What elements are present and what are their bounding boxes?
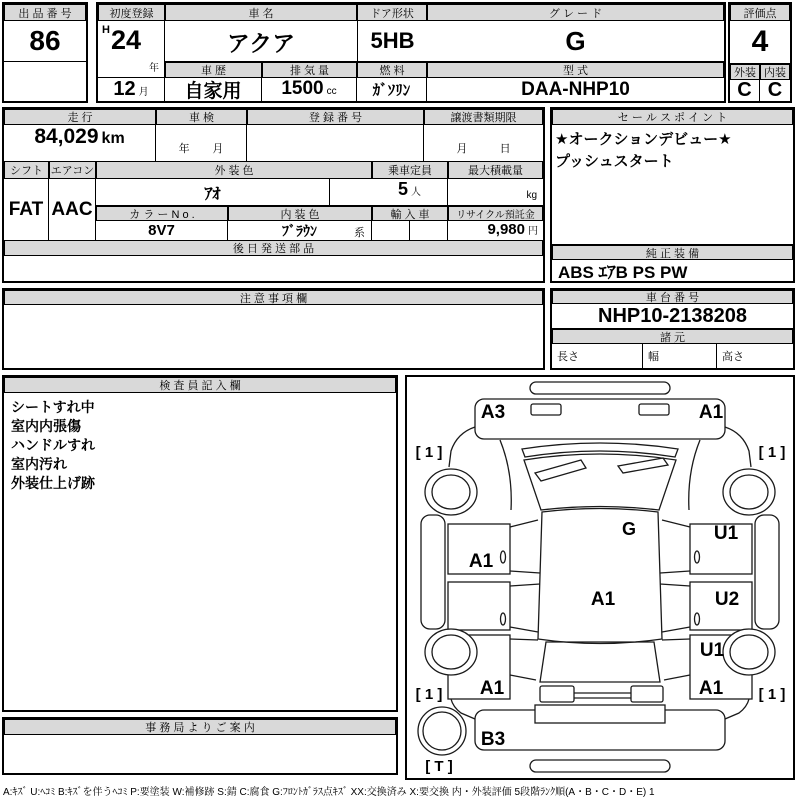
office-notice-label: 事 務 局 よ り ご 案 内 bbox=[4, 719, 396, 735]
damage-label-right-rear: A1 bbox=[698, 678, 724, 699]
later-parts-cell bbox=[4, 256, 543, 281]
score-value: 4 bbox=[730, 21, 790, 64]
specs-label: 諸 元 bbox=[552, 329, 793, 344]
interior-color-cell bbox=[228, 221, 372, 240]
fuel-label: 燃 料 bbox=[357, 62, 427, 78]
spare-tire-mark: [ T ] bbox=[425, 758, 453, 775]
door-shape-label: ドア形状 bbox=[357, 4, 427, 21]
first-registration-label: 初度登録 bbox=[98, 4, 165, 21]
capacity-cell bbox=[372, 179, 448, 206]
chassis-box bbox=[550, 288, 795, 370]
recycle-deposit-unit: 円 bbox=[528, 226, 538, 237]
registration-number-cell bbox=[247, 125, 424, 161]
inspector-label: 検 査 員 記 入 欄 bbox=[4, 377, 396, 393]
shaken-month-unit: 月 bbox=[212, 143, 224, 155]
transfer-month-unit: 月 bbox=[456, 143, 468, 155]
mileage-cell bbox=[4, 125, 156, 161]
tire-mark-front-right: [ 1 ] bbox=[758, 444, 786, 461]
caution-cell bbox=[4, 305, 543, 368]
year-unit: 年 bbox=[149, 63, 159, 74]
import-cell-right bbox=[410, 221, 448, 240]
sales-point-content bbox=[552, 125, 793, 245]
caution-label: 注 意 事 項 欄 bbox=[4, 290, 543, 305]
inspector-note-3: ハンドルすれ bbox=[11, 437, 95, 453]
score-box bbox=[728, 2, 792, 103]
inspector-note-2: 室内内張傷 bbox=[11, 418, 81, 434]
damage-label-front-left: A3 bbox=[480, 402, 506, 423]
car-diagram-box bbox=[405, 375, 795, 780]
color-no-label: カ ラ ー N o . bbox=[96, 206, 228, 221]
month-value: 12 bbox=[113, 78, 136, 100]
max-load-cell bbox=[448, 179, 543, 206]
capacity-value: 5 bbox=[397, 179, 408, 199]
damage-code-legend: A:ｷｽﾞ U:ﾍｺﾐ B:ｷｽﾞを伴うﾍｺﾐ P:要塗装 W:補修跡 S:錆 C:腐食 G:ﾌﾛﾝﾄｶﾞﾗｽ点ｷｽﾞ XX:交換済み X:要交換 内・外装評価 5段階ﾗﾝｸ順(A・B・C・D・E) 1 bbox=[3, 787, 655, 798]
recycle-deposit-cell bbox=[448, 221, 543, 240]
transfer-due-cell bbox=[424, 125, 543, 161]
mileage-label: 走 行 bbox=[4, 109, 156, 125]
color-no-value: 8V7 bbox=[96, 221, 228, 240]
exterior-color-label: 外 装 色 bbox=[96, 161, 372, 179]
interior-color-value: ﾌﾞﾗｳﾝ bbox=[282, 222, 317, 239]
sales-point-box bbox=[550, 107, 795, 283]
exterior-score-label: 外装 bbox=[730, 64, 760, 80]
exterior-score-value: C bbox=[730, 80, 760, 101]
damage-label-front-right: A1 bbox=[698, 402, 724, 423]
transfer-due-label: 譲渡書類期限 bbox=[424, 109, 543, 125]
damage-label-right-front-door: U1 bbox=[713, 523, 739, 544]
mileage-unit: km bbox=[101, 130, 125, 147]
displacement-unit: cc bbox=[326, 86, 337, 97]
inspector-note-5: 外装仕上げ跡 bbox=[11, 475, 95, 491]
exterior-color-extra-cell bbox=[330, 179, 372, 206]
fuel-value: ｶﾞｿﾘﾝ bbox=[357, 78, 427, 101]
year-value: 24 bbox=[111, 25, 142, 55]
history-value: 自家用 bbox=[165, 78, 262, 101]
car-name-value: アクア bbox=[165, 21, 357, 62]
later-parts-label: 後 日 発 送 部 品 bbox=[4, 240, 543, 256]
door-shape-value: 5HB bbox=[357, 21, 427, 62]
auction-number-value: 86 bbox=[4, 21, 86, 62]
transfer-day-unit: 日 bbox=[499, 143, 511, 155]
grade-label: グ レ ー ド bbox=[427, 4, 724, 21]
shift-label: シフト bbox=[4, 161, 49, 179]
car-diagram bbox=[407, 377, 793, 778]
interior-score-label: 内装 bbox=[760, 64, 790, 80]
sales-point-line-2: プッシュスタート bbox=[555, 153, 674, 170]
damage-label-right-rear-door: U2 bbox=[714, 589, 740, 610]
registration-number-label: 登 録 番 号 bbox=[247, 109, 424, 125]
damage-label-right-quarter: U1 bbox=[699, 640, 725, 661]
tire-mark-rear-right: [ 1 ] bbox=[758, 686, 786, 703]
score-label: 評価点 bbox=[730, 4, 790, 21]
inspector-note-4: 室内汚れ bbox=[11, 456, 67, 472]
auction-number-label: 出 品 番 号 bbox=[4, 4, 86, 21]
damage-label-rear-bumper: B3 bbox=[480, 729, 506, 750]
interior-color-suffix: 系 bbox=[354, 227, 365, 239]
sales-point-label: セ ー ル ス ポ イ ン ト bbox=[552, 109, 793, 125]
exterior-color-value: ｱｵ bbox=[96, 179, 330, 206]
recycle-deposit-value: 9,980 bbox=[487, 221, 525, 238]
first-registration-month-cell bbox=[98, 78, 165, 101]
first-registration-year-cell bbox=[98, 21, 165, 78]
inspector-note-1: シートすれ中 bbox=[11, 399, 95, 415]
model-code-value: DAA-NHP10 bbox=[521, 78, 630, 100]
damage-label-windshield: G bbox=[621, 519, 637, 539]
spec-length-label: 長さ bbox=[552, 344, 643, 368]
inspector-box bbox=[2, 375, 398, 712]
history-label: 車 歴 bbox=[165, 62, 262, 78]
damage-label-left-front-door: A1 bbox=[468, 551, 494, 572]
damage-label-roof: A1 bbox=[590, 589, 616, 610]
auction-number-empty-cell bbox=[4, 62, 86, 101]
tire-mark-rear-left: [ 1 ] bbox=[415, 686, 443, 703]
equipment-value: ABS ｴｱB PS PW bbox=[558, 263, 688, 282]
grade-value: G bbox=[427, 21, 724, 62]
import-cell-left bbox=[372, 221, 410, 240]
import-label: 輸 入 車 bbox=[372, 206, 448, 221]
month-unit: 月 bbox=[138, 87, 149, 98]
inspector-notes bbox=[4, 393, 396, 710]
shaken-cell bbox=[156, 125, 247, 161]
spec-height-label: 高さ bbox=[722, 351, 744, 363]
aircon-value: AAC bbox=[49, 179, 96, 240]
era-value: H bbox=[102, 24, 110, 36]
capacity-unit: 人 bbox=[411, 187, 421, 198]
mileage-value: 84,029 bbox=[34, 125, 99, 148]
capacity-label: 乗車定員 bbox=[372, 161, 448, 179]
shift-value: FAT bbox=[4, 179, 49, 240]
car-name-label: 車 名 bbox=[165, 4, 357, 21]
model-code-label: 型 式 bbox=[427, 62, 724, 78]
chassis-value: NHP10-2138208 bbox=[552, 304, 793, 329]
office-notice-cell bbox=[4, 735, 396, 773]
tire-mark-front-left: [ 1 ] bbox=[415, 444, 443, 461]
caution-box bbox=[2, 288, 545, 370]
office-notice-box bbox=[2, 717, 398, 775]
aircon-label: エアコン bbox=[49, 161, 96, 179]
displacement-cell bbox=[262, 78, 357, 101]
interior-color-label: 内 装 色 bbox=[228, 206, 372, 221]
sales-point-line-1: ★オークションデビュー★ bbox=[555, 131, 732, 148]
max-load-unit: kg bbox=[526, 190, 537, 201]
displacement-value: 1500 bbox=[281, 78, 324, 99]
damage-label-left-rear: A1 bbox=[479, 678, 505, 699]
shaken-year-unit: 年 bbox=[178, 143, 190, 155]
interior-score-value: C bbox=[767, 79, 783, 101]
shaken-label: 車 検 bbox=[156, 109, 247, 125]
max-load-label: 最大積載量 bbox=[448, 161, 543, 179]
spec-width-label: 幅 bbox=[643, 344, 717, 368]
auction-number-box bbox=[2, 2, 88, 103]
displacement-label: 排 気 量 bbox=[262, 62, 357, 78]
vehicle-info-table bbox=[96, 2, 726, 103]
recycle-deposit-label: リサイクル預託金 bbox=[448, 206, 543, 221]
condition-table bbox=[2, 107, 545, 283]
equipment-label: 純 正 装 備 bbox=[552, 245, 793, 260]
chassis-label: 車 台 番 号 bbox=[552, 290, 793, 304]
